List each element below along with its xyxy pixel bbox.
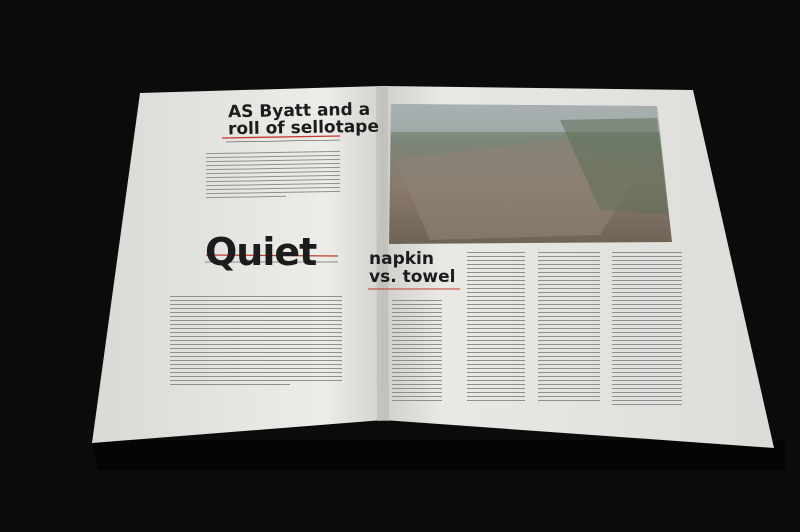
left-headline-line-2: roll of sellotape bbox=[227, 116, 380, 140]
right-column-4 bbox=[612, 252, 682, 408]
right-headline-line-2: vs. towel bbox=[369, 267, 456, 287]
left-intro-text bbox=[206, 151, 340, 201]
right-column-3 bbox=[538, 252, 600, 404]
right-column-2 bbox=[467, 252, 525, 404]
right-headline-line-1: napkin bbox=[369, 249, 434, 269]
big-word-quiet: Quiet bbox=[205, 230, 317, 274]
left-headline-line-1: AS Byatt and a bbox=[227, 99, 371, 123]
right-column-1 bbox=[392, 300, 442, 404]
left-body-text bbox=[170, 296, 342, 388]
